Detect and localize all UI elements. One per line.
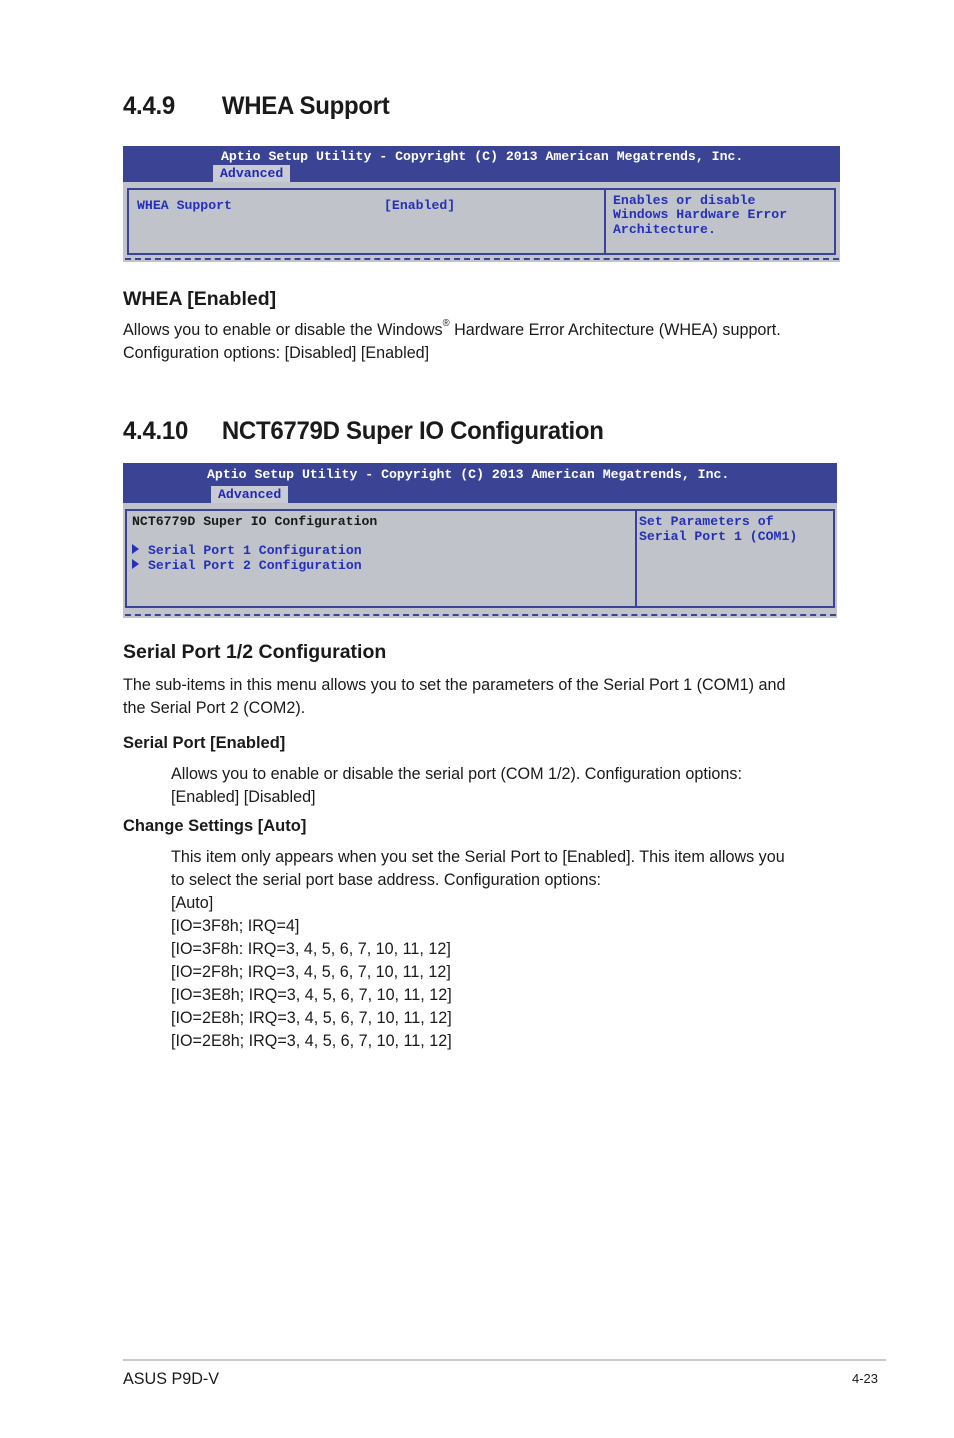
bios-screen-superio bbox=[123, 463, 837, 618]
bios-item-whea-support[interactable]: WHEA Support bbox=[137, 198, 232, 213]
section-heading-superio bbox=[123, 417, 604, 446]
bios-header-title: Aptio Setup Utility - Copyright (C) 2013 American Megatrends, Inc. bbox=[221, 149, 744, 164]
option-line: [IO=2E8h; IRQ=3, 4, 5, 6, 7, 10, 11, 12] bbox=[171, 1031, 452, 1050]
serial-port-enabled-description bbox=[171, 762, 742, 808]
footer-product-name: ASUS P9D-V bbox=[123, 1369, 220, 1388]
bios-item-serial-port-2[interactable]: Serial Port 2 Configuration bbox=[148, 558, 362, 573]
text-line: [Enabled] [Disabled] bbox=[171, 787, 316, 806]
bios-help-line: Architecture. bbox=[613, 222, 716, 237]
bios-help-line: Set Parameters of bbox=[639, 514, 774, 529]
option-line: [IO=2F8h; IRQ=3, 4, 5, 6, 7, 10, 11, 12] bbox=[171, 962, 451, 981]
text-line: the Serial Port 2 (COM2). bbox=[123, 698, 306, 717]
bios-tab-advanced[interactable]: Advanced bbox=[213, 165, 290, 182]
bios-header-title: Aptio Setup Utility - Copyright (C) 2013 American Megatrends, Inc. bbox=[207, 467, 730, 482]
section-number: 4.4.10 bbox=[123, 417, 189, 445]
whea-description bbox=[123, 318, 781, 364]
submenu-arrow-icon bbox=[132, 544, 139, 554]
text-line: The sub-items in this menu allows you to set the parameters of the Serial Port 1 (COM1) and bbox=[123, 675, 786, 694]
section-title: WHEA Support bbox=[221, 92, 390, 120]
footer-divider bbox=[123, 1359, 886, 1361]
text-run: Hardware Error Architecture (WHEA) support. bbox=[449, 320, 781, 339]
bios-bottom-divider bbox=[125, 258, 839, 260]
section-title: NCT6779D Super IO Configuration bbox=[221, 417, 604, 445]
subheading-change-settings: Change Settings [Auto] bbox=[123, 817, 307, 835]
subheading-serial-port-config: Serial Port 1/2 Configuration bbox=[123, 641, 387, 663]
bios-item-value[interactable]: [Enabled] bbox=[384, 198, 456, 213]
option-line: [Auto] bbox=[171, 893, 214, 912]
bios-help-line: Windows Hardware Error bbox=[613, 207, 788, 222]
bios-help-line: Enables or disable bbox=[613, 193, 756, 208]
bios-menu-title: NCT6779D Super IO Configuration bbox=[132, 514, 378, 529]
footer-page-number: 4-23 bbox=[852, 1371, 879, 1386]
option-line: [IO=2E8h; IRQ=3, 4, 5, 6, 7, 10, 11, 12] bbox=[171, 1008, 452, 1027]
subheading-serial-port-enabled: Serial Port [Enabled] bbox=[123, 734, 286, 752]
bios-bottom-divider bbox=[125, 614, 836, 616]
section-heading-whea bbox=[123, 92, 390, 121]
option-line: [IO=3F8h: IRQ=3, 4, 5, 6, 7, 10, 11, 12] bbox=[171, 939, 451, 958]
option-line: [IO=3E8h; IRQ=3, 4, 5, 6, 7, 10, 11, 12] bbox=[171, 985, 452, 1004]
text-line: Configuration options: [Disabled] [Enabled] bbox=[123, 343, 430, 362]
text-line: to select the serial port base address. Configuration options: bbox=[171, 870, 602, 889]
serial-port-description bbox=[123, 673, 785, 719]
submenu-arrow-icon bbox=[132, 559, 139, 569]
text-line: Allows you to enable or disable the serial port (COM 1/2). Configuration options: bbox=[171, 764, 742, 783]
registered-mark: ® bbox=[442, 318, 450, 330]
option-line: [IO=3F8h; IRQ=4] bbox=[171, 916, 300, 935]
section-number: 4.4.9 bbox=[123, 92, 175, 120]
text-run: Allows you to enable or disable the Windows bbox=[123, 320, 443, 339]
bios-item-serial-port-1[interactable]: Serial Port 1 Configuration bbox=[148, 543, 362, 558]
change-settings-description bbox=[171, 845, 785, 1052]
bios-screen-whea bbox=[123, 146, 840, 262]
bios-help-line: Serial Port 1 (COM1) bbox=[639, 529, 798, 544]
bios-tab-advanced[interactable]: Advanced bbox=[211, 486, 288, 503]
text-line: This item only appears when you set the Serial Port to [Enabled]. This item allows you bbox=[171, 847, 785, 866]
subheading-whea-enabled: WHEA [Enabled] bbox=[123, 288, 277, 310]
